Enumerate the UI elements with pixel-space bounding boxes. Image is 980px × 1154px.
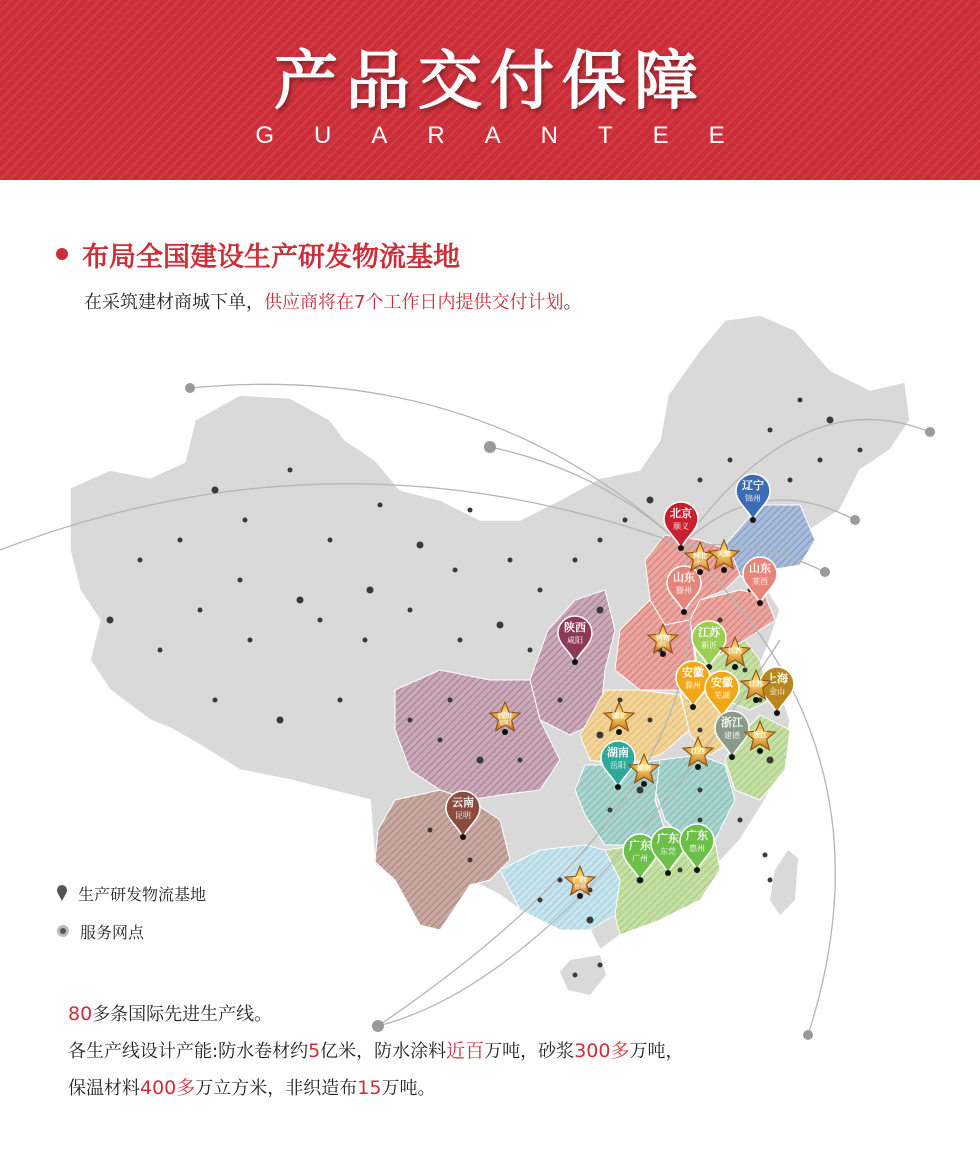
page-subtitle: GUARANTEE <box>255 122 765 149</box>
stats-line-3: 保温材料400多万立方米，非织造布15万吨。 <box>68 1077 436 1099</box>
marker-city-label: 莱西 <box>752 577 768 586</box>
service-dot <box>827 417 834 424</box>
marker-city-label: 滕州 <box>676 586 692 595</box>
service-dot <box>198 608 203 613</box>
service-dot <box>468 858 473 863</box>
marker-province-label: 江西 <box>691 747 705 755</box>
service-dot <box>212 487 219 494</box>
marker-province-label: 广西 <box>573 876 587 884</box>
service-dot <box>477 757 484 764</box>
service-dot <box>318 618 323 623</box>
service-dot <box>338 698 343 703</box>
service-dot <box>598 963 603 968</box>
service-dot <box>453 568 458 573</box>
service-dot <box>238 578 243 583</box>
service-dot <box>378 503 383 508</box>
service-dot <box>698 818 703 823</box>
marker-province-label: 广东 <box>686 829 708 842</box>
section-title: 布局全国建设生产研发物流基地 <box>82 241 460 273</box>
stats-block <box>68 996 683 1107</box>
service-dot <box>328 538 333 543</box>
service-dot <box>698 788 703 793</box>
marker-city-label: 昆明 <box>455 811 471 820</box>
service-dot-icon <box>56 924 70 938</box>
intro-prefix: 在采筑建材商城下单， <box>84 292 264 313</box>
marker-province-label: 浙江 <box>753 731 767 739</box>
service-dot <box>597 732 604 739</box>
marker-province-label: 辽宁 <box>742 479 764 492</box>
service-dot <box>178 538 183 543</box>
service-dot <box>528 648 533 653</box>
marker-province-label: 广东 <box>657 832 679 845</box>
service-dot <box>417 542 424 549</box>
service-dot <box>297 597 304 604</box>
marker-province-label: 山东 <box>673 571 695 584</box>
marker-city-label: 广州 <box>632 854 648 863</box>
marker-province-label: 湖南 <box>637 764 651 772</box>
pin-icon <box>56 884 68 902</box>
service-dot <box>508 558 513 563</box>
service-dot <box>497 622 504 629</box>
legend-service <box>56 912 206 950</box>
legend <box>56 874 206 950</box>
service-dot <box>518 758 523 763</box>
bullet-icon <box>56 248 68 260</box>
marker-province-label: 江苏 <box>698 626 720 639</box>
service-dot <box>818 458 823 463</box>
service-dot <box>738 818 743 823</box>
marker-province-label: 湖南 <box>607 746 629 759</box>
marker-province-label: 上海 <box>766 672 788 685</box>
marker-province-label: 云南 <box>452 796 474 809</box>
service-dot <box>768 878 773 883</box>
service-dot <box>798 398 803 403</box>
marker-city-label: 东莞 <box>660 847 676 856</box>
page-title: 产品交付保障 <box>274 45 706 119</box>
service-dot <box>718 618 723 623</box>
service-dot <box>363 638 368 643</box>
marker-province-label: 安徽 <box>682 666 704 679</box>
marker-city-label: 德阳 <box>498 720 512 727</box>
service-dot <box>743 668 748 673</box>
service-dot <box>763 853 768 858</box>
service-dot <box>618 698 623 703</box>
service-dot <box>698 728 703 733</box>
stats-line-1: 80多条国际先进生产线。 <box>68 1003 273 1025</box>
service-dot <box>448 698 453 703</box>
service-dot <box>648 718 653 723</box>
marker-city-label: 惠州 <box>689 844 705 853</box>
service-dot <box>598 538 603 543</box>
marker-city-label: 芜湖 <box>714 691 730 700</box>
service-dot <box>768 428 773 433</box>
service-dot <box>288 468 293 473</box>
marker-province-label: 陕西 <box>564 621 586 634</box>
taiwan-shape <box>770 850 798 915</box>
intro-highlight: 供应商将在7个工作日内提供交付计划 <box>264 292 564 313</box>
service-dot <box>438 738 443 743</box>
marker-province-label: 山东 <box>749 562 771 575</box>
service-dot <box>623 518 628 523</box>
service-dot <box>538 588 543 593</box>
marker-province-label: 江苏 <box>728 647 742 655</box>
hainan-shape <box>560 955 606 995</box>
marker-city-label: 滁州 <box>685 681 701 690</box>
service-dot <box>767 757 774 764</box>
service-dot <box>538 898 543 903</box>
marker-city-label: 新沂 <box>701 641 717 650</box>
header-banner <box>0 0 980 180</box>
service-dot <box>597 607 604 614</box>
service-dot <box>408 718 413 723</box>
legend-base <box>56 874 206 912</box>
marker-province-label: 广东 <box>629 839 651 852</box>
service-dot <box>858 448 863 453</box>
marker-province-label: 北京 <box>670 507 692 520</box>
service-dot <box>408 608 413 613</box>
service-dot <box>647 497 654 504</box>
marker-city-label: 锦州 <box>745 494 761 503</box>
service-dot <box>637 787 644 794</box>
service-dot <box>243 518 248 523</box>
marker-province-label: 江苏 <box>749 680 763 688</box>
marker-city-label: 贵港 <box>573 884 587 891</box>
service-dot <box>698 478 703 483</box>
service-dot <box>213 698 218 703</box>
marker-province-label: 安徽 <box>711 676 733 689</box>
service-dot <box>573 973 578 978</box>
marker-city-label: 建德 <box>724 731 740 740</box>
service-dot <box>608 808 613 813</box>
marker-province-label: 四川 <box>498 712 512 720</box>
marker-province-label: 河北 <box>693 552 707 560</box>
service-dot <box>558 698 563 703</box>
service-dot <box>468 508 473 513</box>
service-dot <box>277 717 284 724</box>
legend-base-label: 生产研发物流基地 <box>78 884 207 904</box>
service-dot <box>107 617 114 624</box>
service-dot <box>458 638 463 643</box>
legend-service-label: 服务网点 <box>80 922 145 942</box>
marker-city-label: 顺义 <box>673 522 689 531</box>
intro-suffix: 。 <box>563 292 582 313</box>
service-dot <box>428 828 433 833</box>
section-heading <box>56 234 460 274</box>
marker-city-label: 濮阳 <box>656 642 670 649</box>
service-dot <box>248 638 253 643</box>
marker-city-label: 唐山 <box>693 560 707 567</box>
service-dot <box>788 478 793 483</box>
service-dot <box>573 558 578 563</box>
service-dot <box>158 648 163 653</box>
service-dot <box>138 558 143 563</box>
marker-city-label: 金山 <box>769 687 785 696</box>
service-dot <box>678 868 683 873</box>
marker-province-label: 浙江 <box>721 716 743 729</box>
marker-city-label: 岳阳 <box>610 761 626 770</box>
service-dot <box>587 917 594 924</box>
service-dot <box>558 878 563 883</box>
stats-line-2: 各生产线设计产能:防水卷材约5亿米，防水涂料近百万吨，砂浆300多万吨， <box>68 1040 684 1062</box>
service-dot <box>728 458 733 463</box>
service-dot <box>367 587 374 594</box>
marker-province-label: 河南 <box>656 634 670 642</box>
marker-province-label: 湖北 <box>612 712 626 720</box>
marker-province-label: 天津 <box>717 550 731 558</box>
marker-city-label: 咸阳 <box>567 636 583 645</box>
